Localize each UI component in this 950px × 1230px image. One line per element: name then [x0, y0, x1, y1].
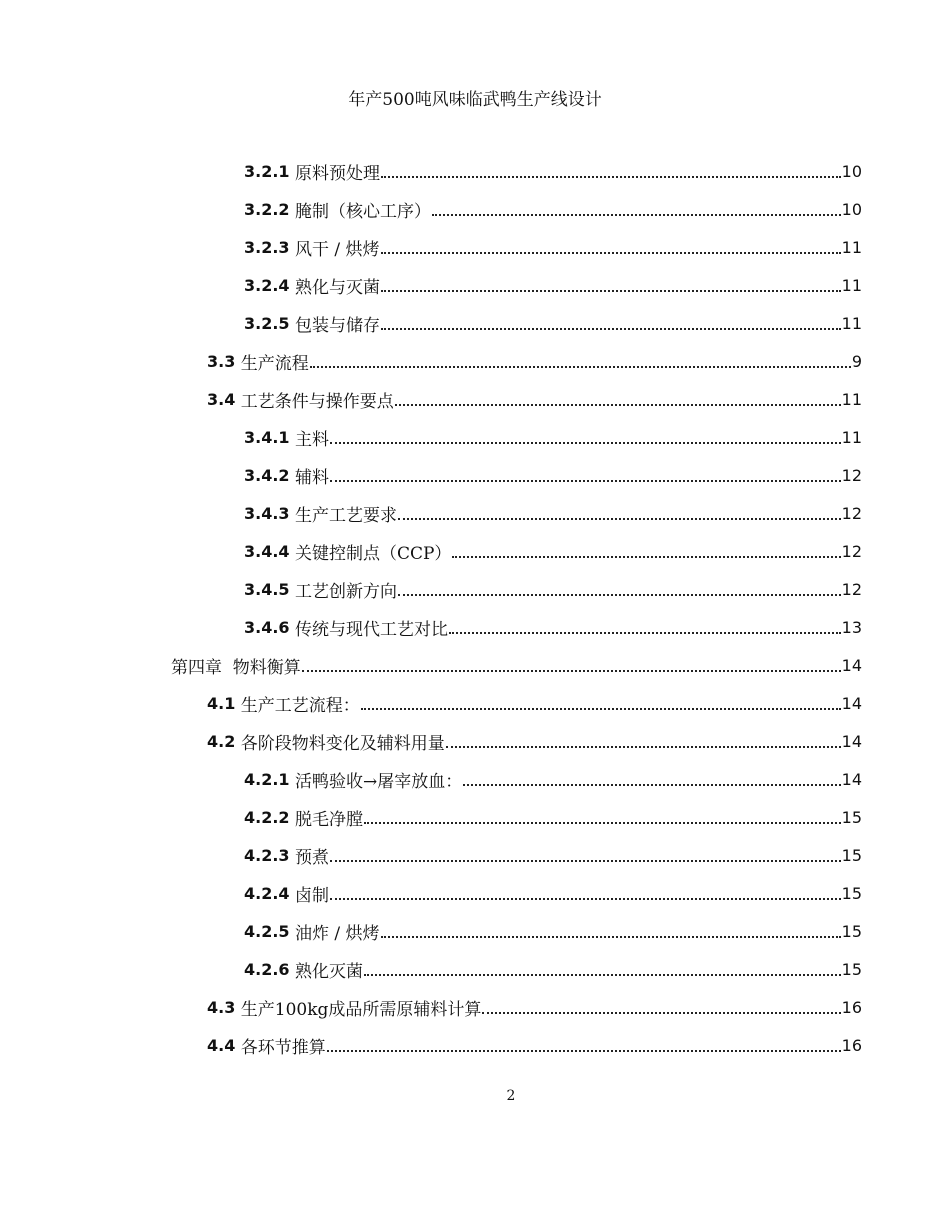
toc-dot-leader [463, 784, 840, 786]
toc-entry-title: 第四章 物料衡算 [171, 657, 301, 678]
toc-dot-leader [330, 860, 841, 862]
toc-entry-number: 3.2.4 [244, 275, 290, 295]
toc-dot-leader [446, 746, 841, 748]
toc-entry-page: 14 [841, 693, 862, 713]
toc-entry-page: 16 [841, 997, 862, 1017]
toc-entry[interactable] [0, 152, 862, 190]
toc-entry-title: 各环节推算 [240, 1037, 326, 1058]
toc-dot-leader [361, 708, 841, 710]
toc-entry[interactable] [0, 228, 862, 266]
toc-entry-title: 活鸭验收→屠宰放血： [294, 771, 463, 792]
toc-entry-title: 预煮 [294, 847, 329, 868]
toc-entry-number: 3.4.5 [244, 579, 290, 599]
toc-dot-leader [330, 442, 841, 444]
toc-entry[interactable] [0, 456, 862, 494]
toc-dot-leader [432, 214, 841, 216]
toc-entry-number: 4.3 [207, 997, 236, 1017]
toc-entry-title: 辅料 [294, 467, 329, 488]
toc-entry-number: 3.2.5 [244, 313, 290, 333]
toc-dot-leader [398, 594, 841, 596]
toc-entry-title: 脱毛净膛 [294, 809, 363, 830]
toc-dot-leader [364, 822, 841, 824]
toc-entry[interactable] [0, 646, 862, 684]
toc-dot-leader [452, 556, 840, 558]
toc-entry-page: 10 [841, 161, 862, 181]
toc-dot-leader [330, 480, 841, 482]
toc-entry-page: 15 [841, 921, 862, 941]
toc-entry-number: 3.4.6 [244, 617, 290, 637]
toc-entry[interactable] [0, 1026, 862, 1064]
toc-entry[interactable] [0, 760, 862, 798]
toc-entry-number: 3.2.2 [244, 199, 290, 219]
toc-entry-page: 14 [841, 769, 862, 789]
toc-entry[interactable] [0, 418, 862, 456]
toc-entry[interactable] [0, 798, 862, 836]
toc-entry-title: 生产工艺流程： [240, 695, 360, 716]
toc-entry[interactable] [0, 722, 862, 760]
toc-entry-number: 3.4.3 [244, 503, 290, 523]
toc-entry-number: 4.2.2 [244, 807, 290, 827]
toc-dot-leader [310, 366, 851, 368]
toc-entry-page: 16 [841, 1035, 862, 1055]
toc-entry-number: 3.4 [207, 389, 236, 409]
toc-entry-page: 15 [841, 845, 862, 865]
toc-entry-number: 3.2.1 [244, 161, 290, 181]
toc-entry-title: 原料预处理 [294, 163, 380, 184]
toc-dot-leader [381, 328, 841, 330]
toc-entry-number: 3.4.2 [244, 465, 290, 485]
toc-entry-page: 11 [841, 389, 862, 409]
toc-entry-page: 12 [841, 541, 862, 561]
toc-entry-title: 各阶段物料变化及辅料用量 [240, 733, 445, 754]
toc-entry-page: 9 [851, 351, 862, 371]
toc-entry-page: 15 [841, 959, 862, 979]
toc-dot-leader [327, 1050, 841, 1052]
toc-dot-leader [381, 936, 841, 938]
table-of-contents [0, 152, 950, 1064]
toc-dot-leader [302, 670, 841, 672]
toc-entry-number: 4.2.3 [244, 845, 290, 865]
toc-entry-title: 生产流程 [240, 353, 309, 374]
toc-entry-title: 工艺创新方向 [294, 581, 397, 602]
toc-entry-page: 15 [841, 807, 862, 827]
toc-entry-number: 4.2 [207, 731, 236, 751]
toc-entry-page: 11 [841, 275, 862, 295]
toc-entry-number: 4.1 [207, 693, 236, 713]
toc-entry-page: 11 [841, 237, 862, 257]
toc-entry[interactable] [0, 304, 862, 342]
toc-entry-title: 生产工艺要求 [294, 505, 397, 526]
toc-entry-title: 生产100kg成品所需原辅料计算 [240, 999, 482, 1020]
toc-dot-leader [482, 1012, 840, 1014]
toc-dot-leader [381, 290, 841, 292]
toc-dot-leader [381, 252, 841, 254]
toc-entry-title: 油炸 / 烘烤 [294, 923, 380, 944]
toc-entry-number: 3.4.1 [244, 427, 290, 447]
toc-entry-number: 4.2.5 [244, 921, 290, 941]
toc-entry-page: 12 [841, 579, 862, 599]
toc-dot-leader [398, 518, 841, 520]
toc-entry-number: 4.4 [207, 1035, 236, 1055]
toc-entry-number: 3.3 [207, 351, 236, 371]
toc-entry-title: 熟化灭菌 [294, 961, 363, 982]
toc-dot-leader [449, 632, 841, 634]
toc-entry-page: 14 [841, 731, 862, 751]
toc-dot-leader [395, 404, 841, 406]
toc-entry[interactable] [0, 190, 862, 228]
toc-entry-number: 3.4.4 [244, 541, 290, 561]
toc-entry-page: 11 [841, 427, 862, 447]
toc-entry[interactable] [0, 342, 862, 380]
toc-entry-page: 11 [841, 313, 862, 333]
toc-dot-leader [381, 176, 841, 178]
page-number: 2 [506, 1088, 516, 1104]
toc-entry-page: 15 [841, 883, 862, 903]
toc-dot-leader [364, 974, 841, 976]
toc-entry[interactable] [0, 874, 862, 912]
toc-entry-page: 14 [841, 655, 862, 675]
toc-entry[interactable] [0, 608, 862, 646]
toc-entry-number: 4.2.6 [244, 959, 290, 979]
toc-entry-page: 10 [841, 199, 862, 219]
toc-entry-title: 熟化与灭菌 [294, 277, 380, 298]
toc-entry-number: 4.2.4 [244, 883, 290, 903]
toc-entry-page: 12 [841, 465, 862, 485]
page-header-title: 年产500吨风味临武鸭生产线设计 [348, 90, 602, 110]
toc-entry[interactable] [0, 266, 862, 304]
toc-entry[interactable] [0, 494, 862, 532]
toc-entry-number: 4.2.1 [244, 769, 290, 789]
toc-entry-title: 传统与现代工艺对比 [294, 619, 448, 640]
toc-entry[interactable] [0, 912, 862, 950]
toc-entry[interactable] [0, 532, 862, 570]
toc-entry-title: 风干 / 烘烤 [294, 239, 380, 260]
toc-entry[interactable] [0, 684, 862, 722]
toc-entry[interactable] [0, 988, 862, 1026]
toc-entry-title: 主料 [294, 429, 329, 450]
toc-entry[interactable] [0, 950, 862, 988]
toc-dot-leader [330, 898, 841, 900]
toc-entry-title: 卤制 [294, 885, 329, 906]
toc-entry-number: 3.2.3 [244, 237, 290, 257]
toc-entry-title: 工艺条件与操作要点 [240, 391, 394, 412]
toc-entry-page: 13 [841, 617, 862, 637]
toc-entry-title: 腌制（核心工序） [294, 201, 431, 222]
toc-entry[interactable] [0, 570, 862, 608]
toc-entry-title: 关键控制点（CCP） [294, 543, 452, 564]
toc-entry[interactable] [0, 836, 862, 874]
toc-entry-page: 12 [841, 503, 862, 523]
toc-entry-title: 包装与储存 [294, 315, 380, 336]
toc-entry[interactable] [0, 380, 862, 418]
